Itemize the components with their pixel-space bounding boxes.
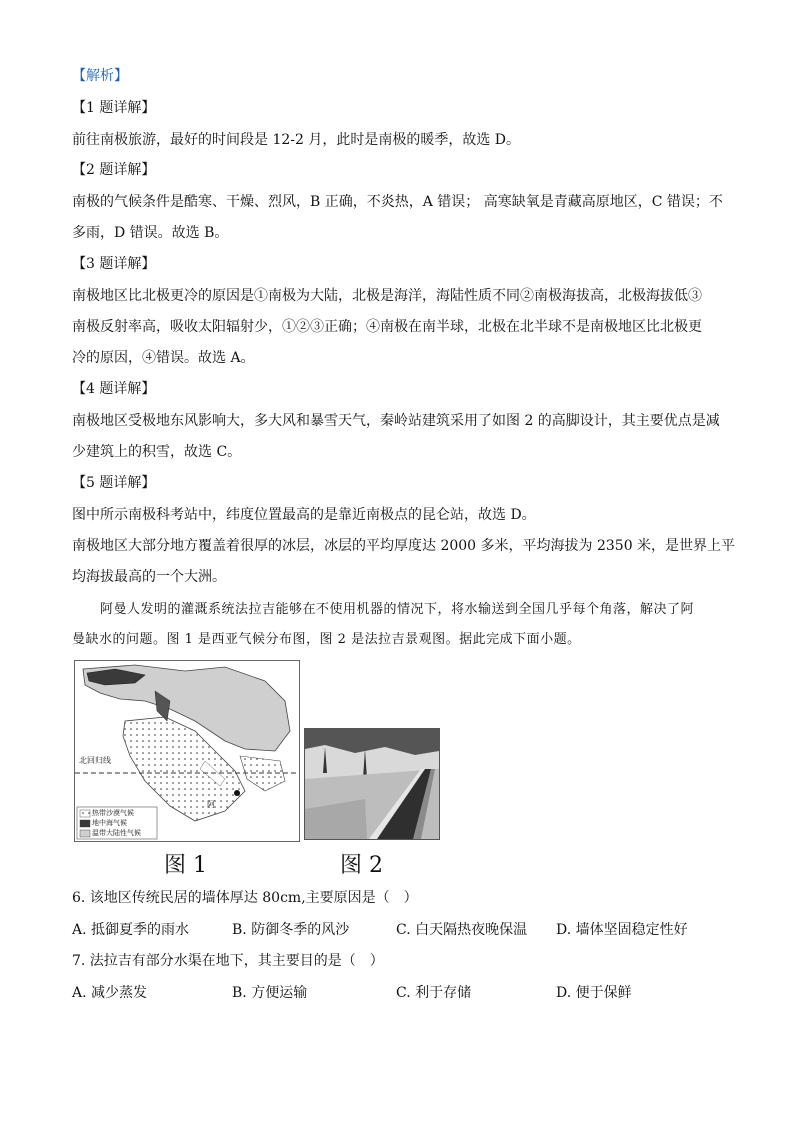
q2-text-line: 南极的气候条件是酷寒、干燥、烈风，B 正确，不炎热，A 错误； 高寒缺氧是青藏高原地区，C 错误；不 (72, 194, 723, 210)
falaj-landscape-image (305, 729, 439, 839)
intro-line: 曼缺水的问题。图 1 是西亚气候分布图，图 2 是法拉吉景观图。据此完成下面小题。 (72, 632, 581, 647)
figure-1-caption: 图 1 (164, 853, 207, 878)
q7-option-d[interactable]: D. 便于保鲜 (556, 985, 632, 1001)
analysis-header: 【解析】 (72, 68, 128, 84)
oman-label: 阿 (207, 800, 215, 809)
q7-option-a[interactable]: A. 减少蒸发 (72, 985, 148, 1001)
q3-text-line: 冷的原因，④错误。故选 A。 (72, 350, 255, 366)
q6-option-b[interactable]: B. 防御冬季的风沙 (232, 922, 350, 938)
q5-text-line: 图中所示南极科考站中，纬度位置最高的是靠近南极点的昆仑站，故选 D。 (72, 507, 536, 523)
q3-text-line: 南极反射率高，吸收太阳辐射少，①②③正确；④南极在南半球，北极在北半球不是南极地区比北极更 (72, 319, 702, 335)
tropic-label: 北回归线 (79, 756, 111, 765)
q6-option-a[interactable]: A. 抵御夏季的雨水 (72, 922, 190, 938)
q3-header: 【3 题详解】 (72, 256, 156, 272)
q2-text-line: 多雨，D 错误。故选 B。 (72, 225, 229, 241)
q7-option-c[interactable]: C. 利于存储 (396, 985, 472, 1001)
figure-2-photo (304, 728, 440, 840)
q5-text-line: 均海拔最高的一个大洲。 (72, 569, 226, 585)
q1-text-line: 前往南极旅游，最好的时间段是 12-2 月，此时是南极的暖季，故选 D。 (72, 132, 521, 148)
intro-line: 阿曼人发明的灌溉系统法拉吉能够在不使用机器的情况下，将水输送到全国几乎每个角落，解决了阿 (100, 602, 695, 617)
legend-continental: 温带大陆性气候 (92, 829, 141, 837)
q4-text-line: 南极地区受极地东风影响大，多大风和暴雪天气，秦岭站建筑采用了如图 2 的高脚设计，其主要优点是减 (72, 413, 720, 429)
q1-header: 【1 题详解】 (72, 100, 156, 116)
legend-desert: 热带沙漠气候 (92, 809, 134, 817)
q5-text-line: 南极地区大部分地方覆盖着很厚的冰层，冰层的平均厚度达 2000 多米，平均海拔为 2350 米，是世界上平 (72, 538, 736, 554)
q4-header: 【4 题详解】 (72, 381, 156, 397)
q7-option-b[interactable]: B. 方便运输 (232, 985, 308, 1001)
legend-mediterranean: 地中海气候 (92, 819, 127, 827)
q6-option-d[interactable]: D. 墙体坚固稳定性好 (556, 922, 688, 938)
q6-stem: 6. 该地区传统民居的墙体厚达 80cm,主要原因是（ ） (72, 890, 418, 906)
q6-option-c[interactable]: C. 白天隔热夜晚保温 (396, 922, 528, 938)
q3-text-line: 南极地区比北极更冷的原因是①南极为大陆，北极是海洋，海陆性质不同②南极海拔高，北极海拔低③ (72, 288, 702, 304)
figure-1-map (74, 660, 300, 842)
q5-header: 【5 题详解】 (72, 475, 156, 491)
q7-stem: 7. 法拉吉有部分水渠在地下，其主要目的是（ ） (72, 953, 384, 969)
q4-text-line: 少建筑上的积雪，故选 C。 (72, 444, 242, 460)
figure-2-caption: 图 2 (340, 853, 383, 878)
q2-header: 【2 题详解】 (72, 162, 156, 178)
oman-marker-icon (234, 790, 240, 796)
